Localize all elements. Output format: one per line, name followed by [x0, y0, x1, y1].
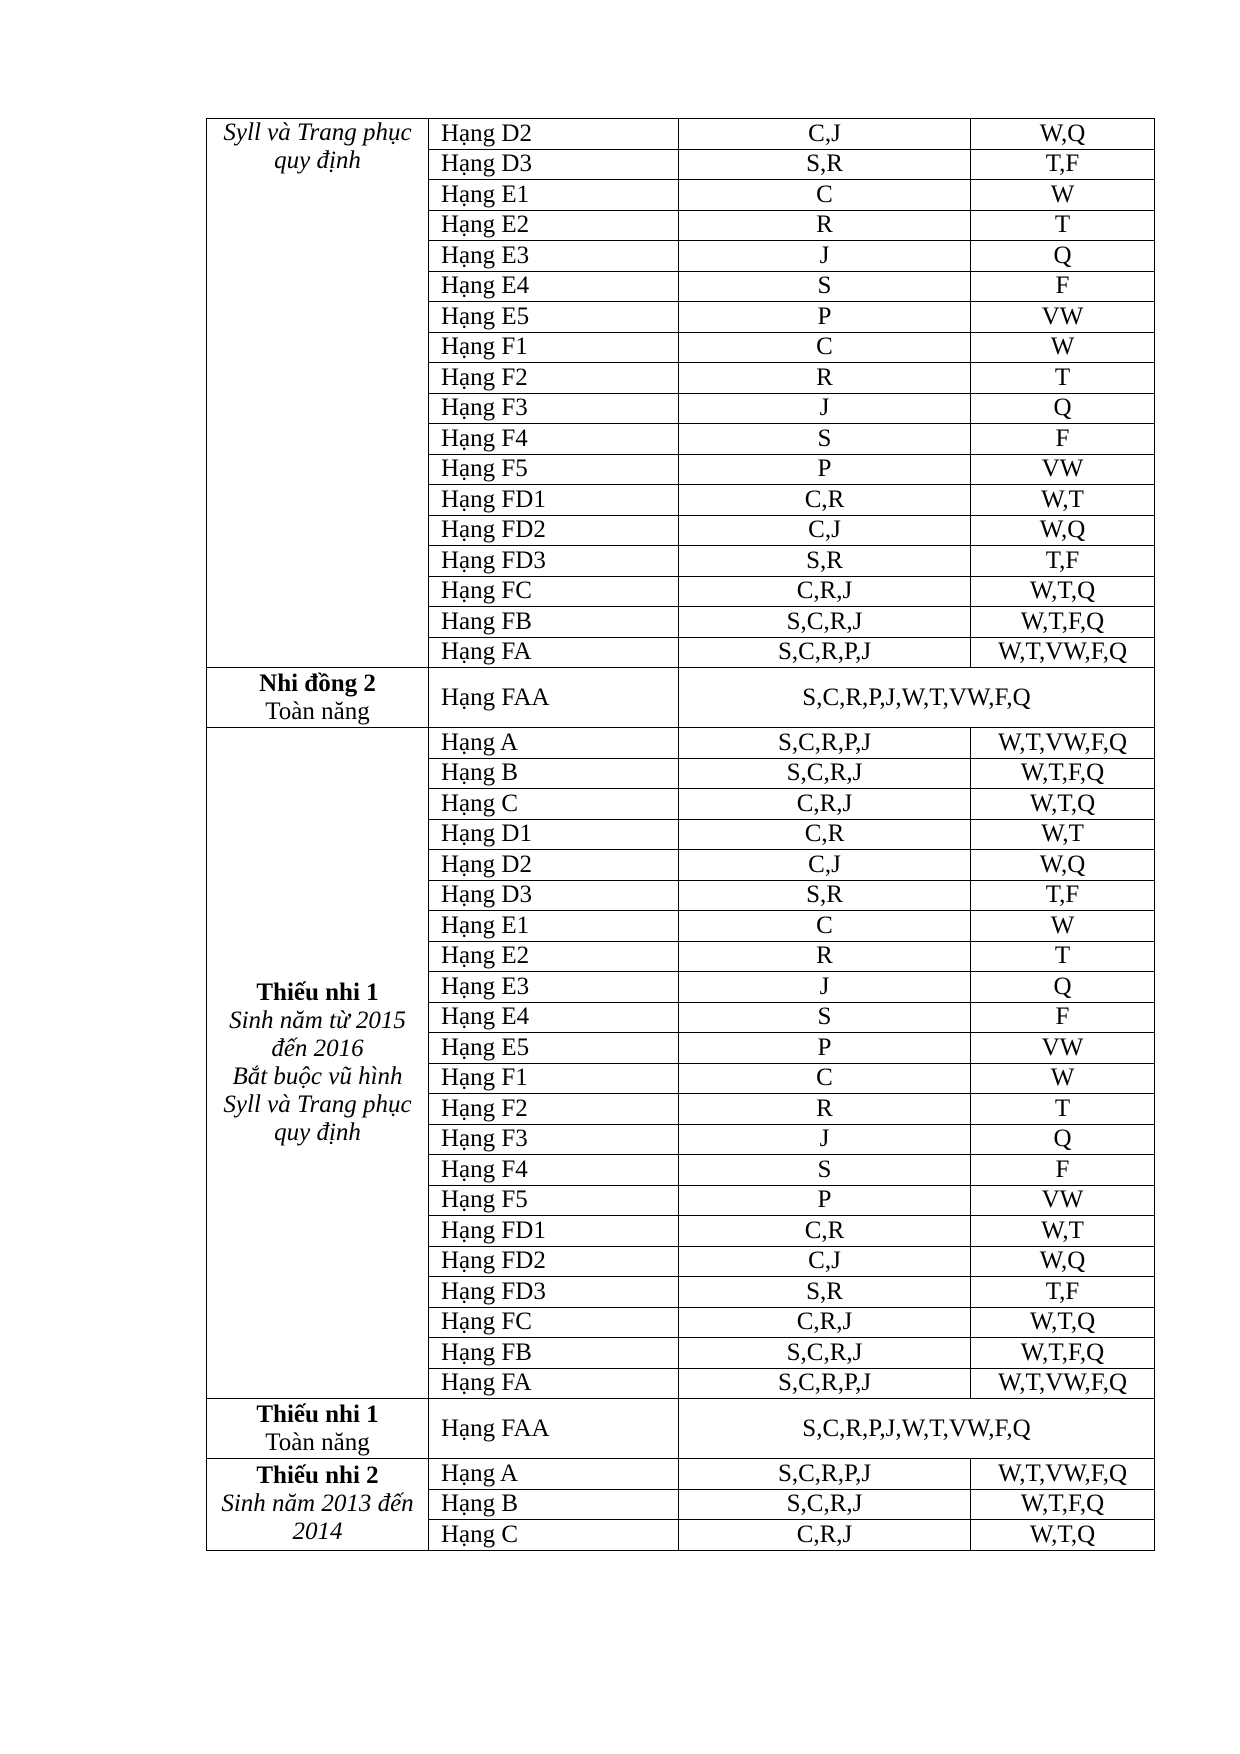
dance-set-a-cell: C: [679, 911, 971, 942]
dance-set-a-cell: P: [679, 1185, 971, 1216]
dance-set-a-cell: S: [679, 1002, 971, 1033]
rank-cell: Hạng A: [429, 728, 679, 759]
category-name: Thiếu nhi 2: [256, 1462, 379, 1490]
dance-set-a-cell: S,C,R,P,J: [679, 728, 971, 759]
category-description-line: Bắt buộc vũ hình: [232, 1063, 403, 1090]
dance-set-b-cell: VW: [971, 302, 1155, 333]
rank-cell: Hạng F1: [429, 1063, 679, 1094]
category-cell: [207, 668, 429, 728]
dance-set-b-cell: Q: [971, 393, 1155, 424]
category-cell: [207, 119, 429, 668]
rank-cell: Hạng FC: [429, 1307, 679, 1338]
dance-set-b-cell: Q: [971, 972, 1155, 1003]
category-subtitle: Toàn năng: [265, 1428, 370, 1456]
dance-set-b-cell: Q: [971, 1124, 1155, 1155]
dance-set-a-cell: S: [679, 424, 971, 455]
rank-cell: Hạng F3: [429, 393, 679, 424]
category-subtitle: Toàn năng: [265, 697, 370, 725]
category-cell: [207, 728, 429, 1399]
rank-cell: Hạng FB: [429, 1338, 679, 1369]
dance-set-a-cell: R: [679, 1094, 971, 1125]
rank-cell: Hang FB: [429, 607, 679, 638]
dance-set-b-cell: W,T,VW,F,Q: [971, 1368, 1155, 1399]
dance-set-a-cell: S,C,R,J: [679, 1489, 971, 1520]
dance-set-a-cell: C: [679, 332, 971, 363]
dance-set-a-cell: C,R,J: [679, 576, 971, 607]
dance-set-a-cell: C,J: [679, 515, 971, 546]
rank-cell: Hạng E2: [429, 941, 679, 972]
dance-set-b-cell: VW: [971, 454, 1155, 485]
dance-set-a-cell: S: [679, 1155, 971, 1186]
category-description-line: Syll và Trang phục: [223, 119, 412, 146]
dance-set-b-cell: VW: [971, 1033, 1155, 1064]
dance-set-b-cell: W,T,VW,F,Q: [971, 728, 1155, 759]
dance-set-b-cell: W,T,VW,F,Q: [971, 1459, 1155, 1490]
dance-set-a-cell: S,C,R,J: [679, 1338, 971, 1369]
rank-cell: Hạng E4: [429, 1002, 679, 1033]
all-dances-cell: S,C,R,P,J,W,T,VW,F,Q: [679, 1399, 1155, 1459]
dance-set-a-cell: C,R: [679, 1216, 971, 1247]
dance-set-b-cell: W,T,F,Q: [971, 758, 1155, 789]
dance-set-b-cell: F: [971, 1002, 1155, 1033]
dance-set-a-cell: S,R: [679, 546, 971, 577]
rank-cell: Hạng F5: [429, 454, 679, 485]
dance-set-b-cell: W,Q: [971, 1246, 1155, 1277]
rank-cell: Hạng E3: [429, 241, 679, 272]
dance-set-a-cell: S,C,R,J: [679, 607, 971, 638]
dance-set-a-cell: C: [679, 1063, 971, 1094]
dance-set-b-cell: W,T: [971, 819, 1155, 850]
dance-set-b-cell: W,Q: [971, 119, 1155, 150]
dance-set-b-cell: W,Q: [971, 515, 1155, 546]
rank-cell: Hạng FA: [429, 1368, 679, 1399]
rank-cell: Hạng D3: [429, 880, 679, 911]
rank-cell: Hạng D2: [429, 850, 679, 881]
category-name: Thiếu nhi 1: [256, 1400, 379, 1428]
dance-set-a-cell: S,R: [679, 880, 971, 911]
dance-set-a-cell: J: [679, 972, 971, 1003]
table-row: [207, 1459, 1155, 1490]
dance-set-a-cell: S,R: [679, 1277, 971, 1308]
rank-cell: Hạng C: [429, 1520, 679, 1551]
table-row: [207, 119, 1155, 150]
dance-set-b-cell: T,F: [971, 880, 1155, 911]
rank-cell: Hạng F4: [429, 1155, 679, 1186]
dance-set-b-cell: W,T,VW,F,Q: [971, 637, 1155, 668]
dance-set-a-cell: C,R: [679, 485, 971, 516]
category-name: Nhi đồng 2: [259, 669, 376, 697]
dance-set-a-cell: R: [679, 363, 971, 394]
dance-set-a-cell: J: [679, 1124, 971, 1155]
dance-set-b-cell: W,T,Q: [971, 789, 1155, 820]
rank-cell: Hạng FAA: [429, 1399, 679, 1459]
dance-set-a-cell: S,C,R,J: [679, 758, 971, 789]
dance-set-a-cell: C,J: [679, 1246, 971, 1277]
dance-set-b-cell: T: [971, 210, 1155, 241]
rank-cell: Hạng FD3: [429, 1277, 679, 1308]
dance-set-b-cell: T,F: [971, 1277, 1155, 1308]
dance-set-a-cell: C,R,J: [679, 1520, 971, 1551]
rank-cell: Hạng B: [429, 758, 679, 789]
dance-set-a-cell: S,C,R,P,J: [679, 1368, 971, 1399]
rank-cell: Hạng FA: [429, 637, 679, 668]
dance-set-a-cell: R: [679, 941, 971, 972]
rank-cell: Hạng FD1: [429, 485, 679, 516]
rank-cell: Hạng D1: [429, 819, 679, 850]
rank-cell: Hạng F2: [429, 1094, 679, 1125]
dance-set-b-cell: W: [971, 180, 1155, 211]
table-row: [207, 668, 1155, 728]
category-description-line: Sinh năm từ 2015: [229, 1007, 406, 1034]
rank-cell: Hạng FC: [429, 576, 679, 607]
category-description-line: đến 2016: [271, 1035, 364, 1062]
dance-set-b-cell: VW: [971, 1185, 1155, 1216]
rank-cell: Hạng C: [429, 789, 679, 820]
rank-cell: Hạng A: [429, 1459, 679, 1490]
dance-set-b-cell: F: [971, 271, 1155, 302]
category-cell: [207, 1399, 429, 1459]
dance-set-a-cell: P: [679, 454, 971, 485]
category-description-line: Syll và Trang phục: [223, 1091, 412, 1118]
rank-cell: Hạng FAA: [429, 668, 679, 728]
dance-set-a-cell: P: [679, 302, 971, 333]
dance-set-b-cell: W,T,F,Q: [971, 1489, 1155, 1520]
rank-cell: Hạng F1: [429, 332, 679, 363]
dance-set-a-cell: S,C,R,P,J: [679, 637, 971, 668]
dance-set-a-cell: S,R: [679, 149, 971, 180]
category-description-line: 2014: [292, 1518, 343, 1546]
dance-set-a-cell: R: [679, 210, 971, 241]
table-row: [207, 728, 1155, 759]
category-description-line: Sinh năm 2013 đến: [221, 1490, 414, 1518]
dance-set-b-cell: W,T: [971, 1216, 1155, 1247]
dance-set-a-cell: C,R,J: [679, 789, 971, 820]
rank-cell: Hạng FD2: [429, 515, 679, 546]
rank-cell: Hạng D2: [429, 119, 679, 150]
rank-cell: Hạng E4: [429, 271, 679, 302]
category-description-line: quy định: [274, 147, 361, 174]
rank-cell: Hạng F2: [429, 363, 679, 394]
dance-set-b-cell: W,T: [971, 485, 1155, 516]
rank-cell: Hạng E1: [429, 180, 679, 211]
dance-set-b-cell: T: [971, 941, 1155, 972]
dance-set-b-cell: W,T,Q: [971, 1307, 1155, 1338]
dance-set-b-cell: T,F: [971, 149, 1155, 180]
ranking-table: [206, 118, 1155, 1551]
rank-cell: Hạng E1: [429, 911, 679, 942]
dance-set-b-cell: W: [971, 911, 1155, 942]
dance-set-a-cell: P: [679, 1033, 971, 1064]
rank-cell: Hạng F5: [429, 1185, 679, 1216]
dance-set-b-cell: F: [971, 424, 1155, 455]
dance-set-a-cell: S,C,R,P,J: [679, 1459, 971, 1490]
ranking-table-body: [207, 119, 1155, 1551]
dance-set-b-cell: F: [971, 1155, 1155, 1186]
dance-set-b-cell: W,T,Q: [971, 1520, 1155, 1551]
dance-set-a-cell: J: [679, 241, 971, 272]
category-description-line: quy định: [274, 1119, 361, 1146]
dance-set-b-cell: W,T,F,Q: [971, 1338, 1155, 1369]
rank-cell: Hạng D3: [429, 149, 679, 180]
dance-set-b-cell: W: [971, 332, 1155, 363]
rank-cell: Hạng F4: [429, 424, 679, 455]
category-cell: [207, 1459, 429, 1551]
dance-set-b-cell: W,Q: [971, 850, 1155, 881]
rank-cell: Hạng B: [429, 1489, 679, 1520]
dance-set-a-cell: S: [679, 271, 971, 302]
category-name: Thiếu nhi 1: [256, 979, 379, 1006]
dance-set-b-cell: W,T,F,Q: [971, 607, 1155, 638]
rank-cell: Hạng E5: [429, 302, 679, 333]
dance-set-b-cell: T: [971, 363, 1155, 394]
dance-set-b-cell: T,F: [971, 546, 1155, 577]
dance-set-a-cell: C,J: [679, 119, 971, 150]
dance-set-a-cell: C: [679, 180, 971, 211]
rank-cell: Hạng FD3: [429, 546, 679, 577]
rank-cell: Hạng F3: [429, 1124, 679, 1155]
dance-set-b-cell: W: [971, 1063, 1155, 1094]
rank-cell: Hạng E2: [429, 210, 679, 241]
dance-set-a-cell: C,J: [679, 850, 971, 881]
rank-cell: Hạng FD2: [429, 1246, 679, 1277]
dance-set-b-cell: Q: [971, 241, 1155, 272]
dance-set-b-cell: W,T,Q: [971, 576, 1155, 607]
rank-cell: Hạng E3: [429, 972, 679, 1003]
rank-cell: Hạng E5: [429, 1033, 679, 1064]
table-row: [207, 1399, 1155, 1459]
dance-set-a-cell: C,R,J: [679, 1307, 971, 1338]
dance-set-a-cell: J: [679, 393, 971, 424]
all-dances-cell: S,C,R,P,J,W,T,VW,F,Q: [679, 668, 1155, 728]
dance-set-a-cell: C,R: [679, 819, 971, 850]
rank-cell: Hạng FD1: [429, 1216, 679, 1247]
dance-set-b-cell: T: [971, 1094, 1155, 1125]
